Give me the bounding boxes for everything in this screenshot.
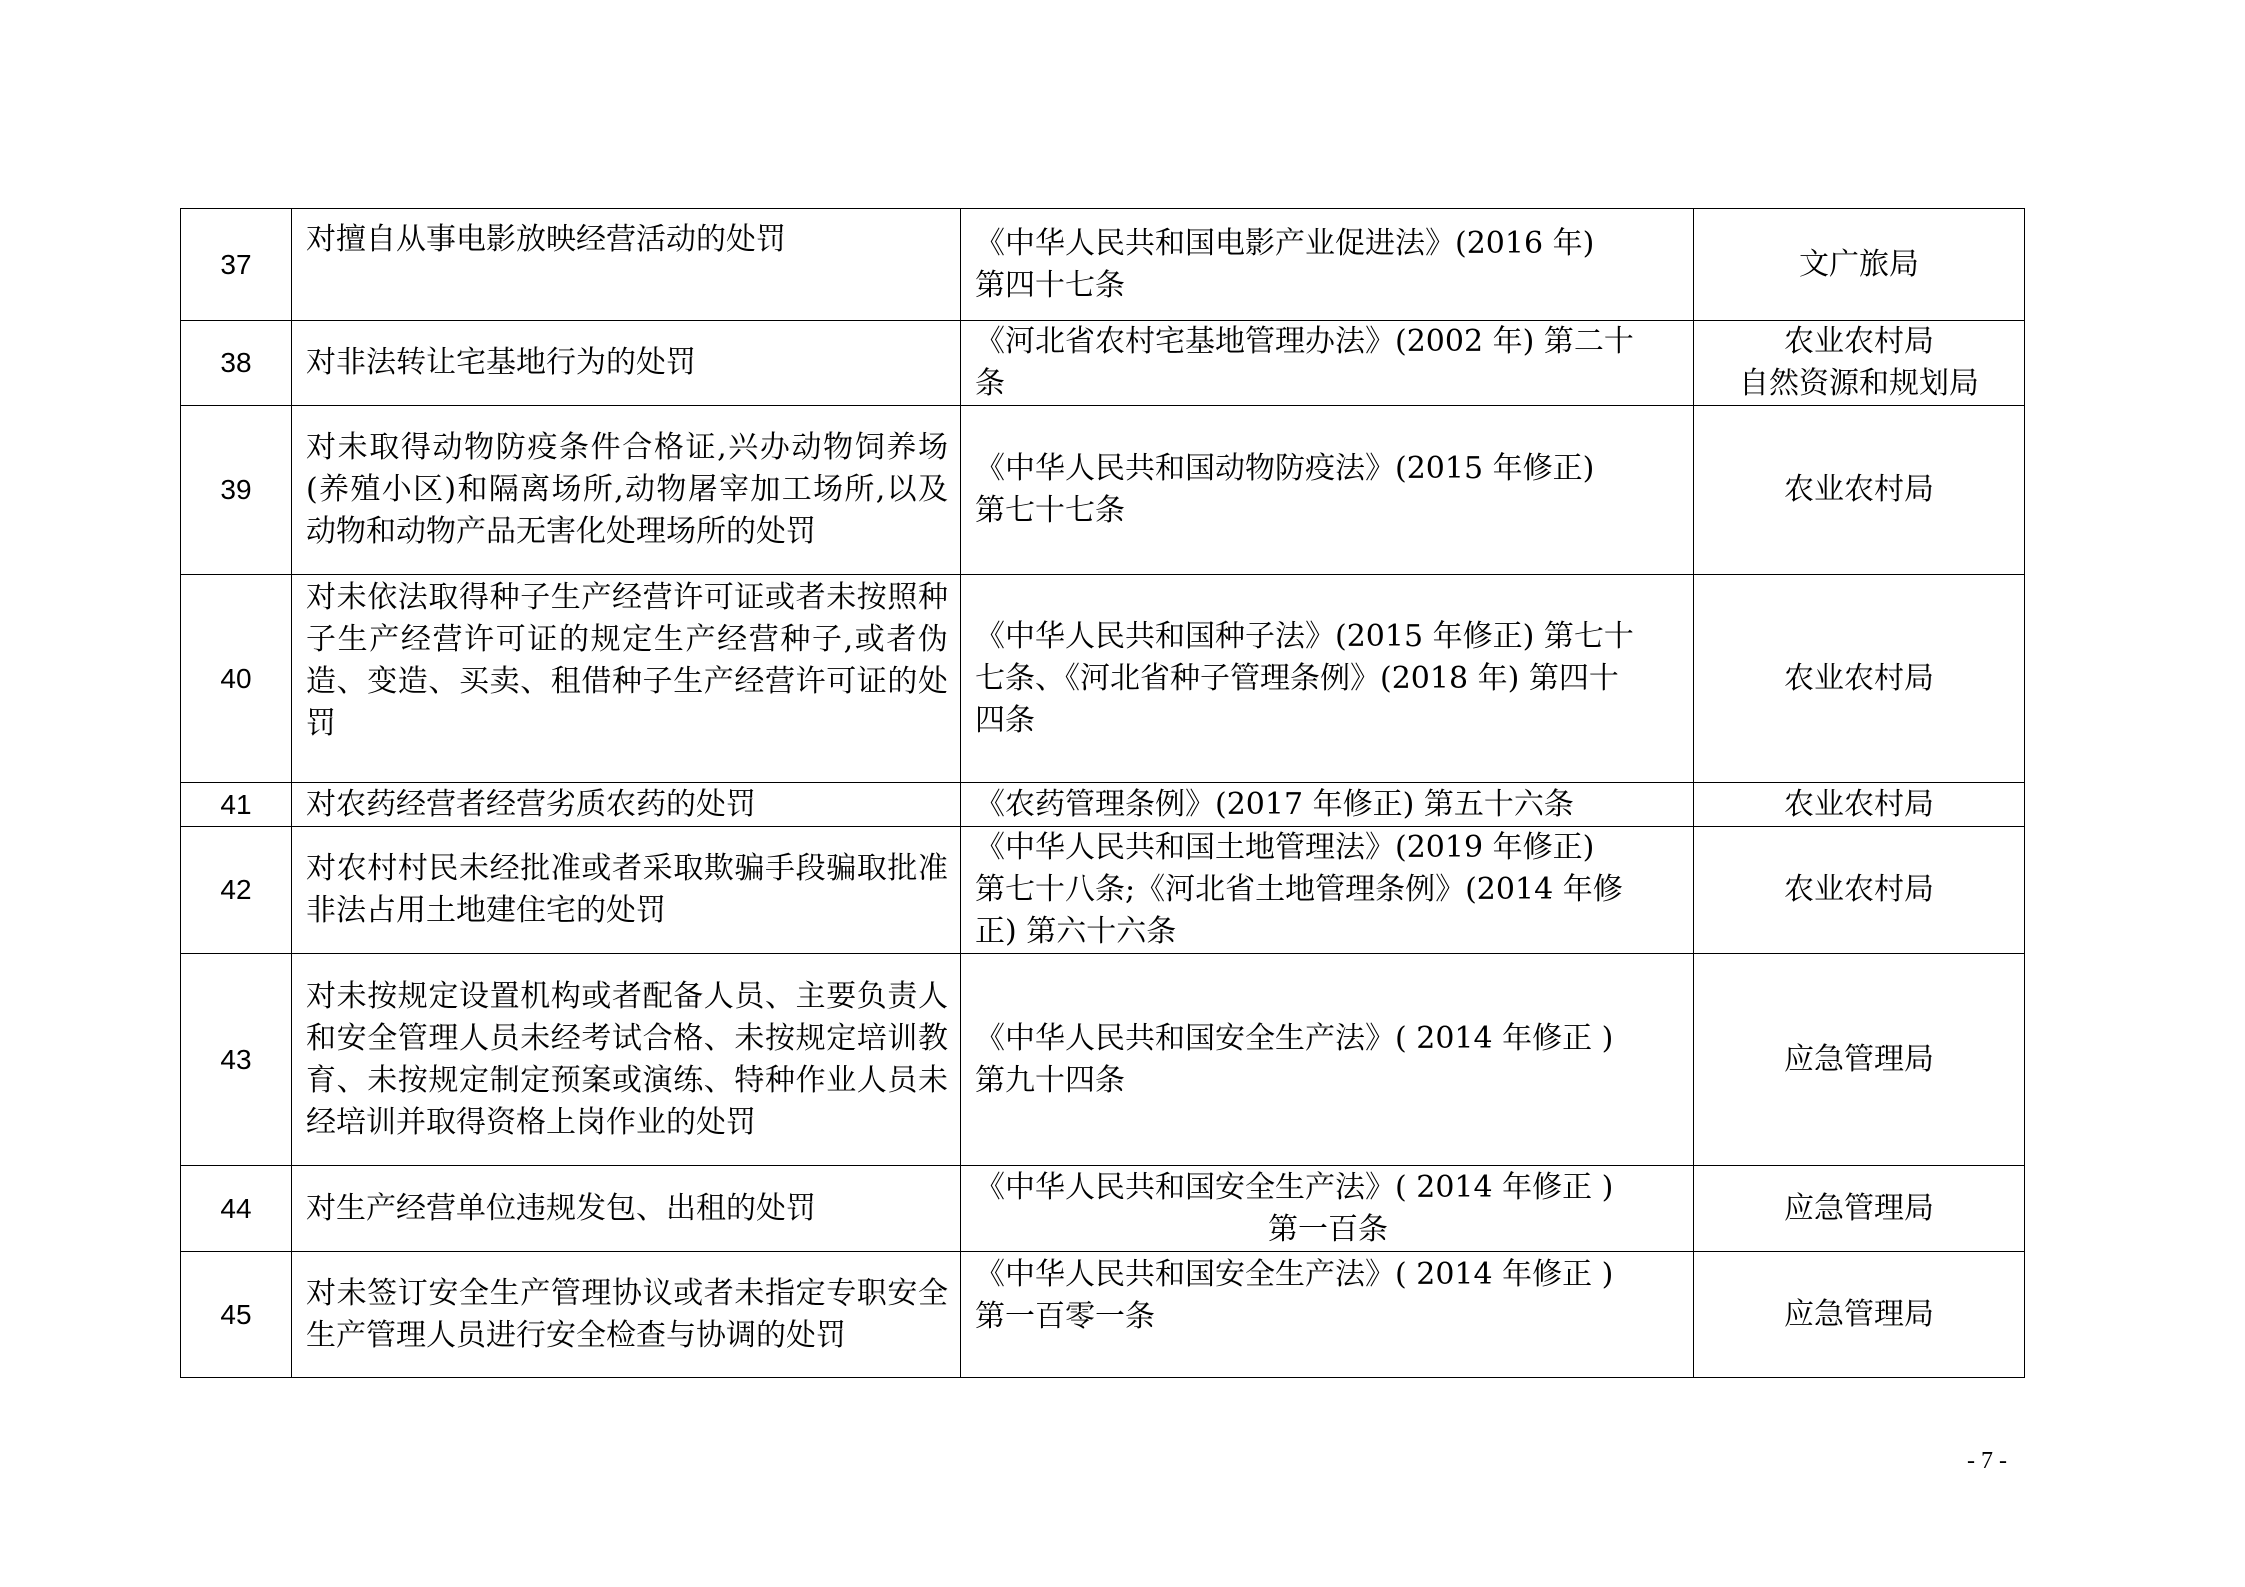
penalty-item: 对未按规定设置机构或者配备人员、主要负责人和安全管理人员未经考试合格、未按规定培训教育、未按规定制定预案或演练、特种作业人员未经培训并取得资格上岗作业的处罚 xyxy=(292,954,961,1166)
department-line: 应急管理局 xyxy=(1784,1296,1934,1332)
legal-basis-line: 《中华人民共和国安全生产法》( 2014 年修正 ) xyxy=(975,1169,1614,1205)
row-number: 38 xyxy=(181,321,292,406)
legal-basis xyxy=(961,321,1694,406)
legal-basis xyxy=(961,406,1694,575)
penalty-item: 对农药经营者经营劣质农药的处罚 xyxy=(292,783,961,827)
department xyxy=(1694,954,2025,1166)
row-number: 42 xyxy=(181,827,292,954)
table-row xyxy=(181,209,2025,321)
table-row xyxy=(181,1166,2025,1252)
row-number: 43 xyxy=(181,954,292,1166)
legal-basis-line: 《中华人民共和国安全生产法》( 2014 年修正 ) xyxy=(975,1020,1614,1056)
department-line: 农业农村局 xyxy=(1784,472,1934,507)
department xyxy=(1694,406,2025,575)
legal-basis-line: 《河北省农村宅基地管理办法》(2002 年) 第二十 xyxy=(975,324,1634,359)
legal-basis-line: 第四十七条 xyxy=(975,267,1125,303)
department xyxy=(1694,783,2025,827)
department xyxy=(1694,209,2025,321)
penalty-item: 对未签订安全生产管理协议或者未指定专职安全生产管理人员进行安全检查与协调的处罚 xyxy=(292,1252,961,1378)
legal-basis xyxy=(961,1252,1694,1378)
legal-basis-line: 正) 第六十六条 xyxy=(975,914,1177,949)
legal-basis-line: 《中华人民共和国电影产业促进法》(2016 年) xyxy=(975,225,1595,261)
legal-basis-line: 《中华人民共和国动物防疫法》(2015 年修正) xyxy=(975,451,1595,486)
legal-basis-line: 第一百零一条 xyxy=(975,1299,1155,1334)
table-row xyxy=(181,406,2025,575)
department-line: 农业农村局 xyxy=(1784,872,1934,907)
penalty-items-table xyxy=(180,208,2025,1378)
department-line: 农业农村局 xyxy=(1784,786,1934,822)
legal-basis-line: 七条、《河北省种子管理条例》(2018 年) 第四十 xyxy=(975,660,1619,696)
table-row xyxy=(181,954,2025,1166)
legal-basis-line: 《农药管理条例》(2017 年修正) 第五十六条 xyxy=(975,786,1574,822)
table-row xyxy=(181,783,2025,827)
department xyxy=(1694,827,2025,954)
legal-basis xyxy=(961,575,1694,783)
penalty-item: 对擅自从事电影放映经营活动的处罚 xyxy=(292,209,961,321)
legal-basis xyxy=(961,1166,1694,1252)
table-row xyxy=(181,1252,2025,1378)
row-number: 45 xyxy=(181,1252,292,1378)
legal-basis-line: 第九十四条 xyxy=(975,1062,1125,1098)
legal-basis-line: 《中华人民共和国安全生产法》( 2014 年修正 ) xyxy=(975,1257,1614,1292)
row-number: 39 xyxy=(181,406,292,575)
legal-basis xyxy=(961,954,1694,1166)
penalty-item: 对生产经营单位违规发包、出租的处罚 xyxy=(292,1166,961,1252)
department-line: 应急管理局 xyxy=(1784,1041,1934,1077)
table-row xyxy=(181,321,2025,406)
penalty-item: 对未依法取得种子生产经营许可证或者未按照种子生产经营许可证的规定生产经营种子,或者伪造、变造、买卖、租借种子生产经营许可证的处罚 xyxy=(292,575,961,783)
row-number: 41 xyxy=(181,783,292,827)
department xyxy=(1694,1252,2025,1378)
legal-basis xyxy=(961,827,1694,954)
department xyxy=(1694,1166,2025,1252)
page-number: - 7 - xyxy=(1967,1448,2007,1474)
department-line: 农业农村局 xyxy=(1784,660,1934,696)
legal-basis-line: 《中华人民共和国土地管理法》(2019 年修正) xyxy=(975,830,1595,865)
legal-basis-line: 四条 xyxy=(975,702,1035,738)
legal-basis xyxy=(961,783,1694,827)
row-number: 40 xyxy=(181,575,292,783)
penalty-item: 对未取得动物防疫条件合格证,兴办动物饲养场(养殖小区)和隔离场所,动物屠宰加工场所,以及动物和动物产品无害化处理场所的处罚 xyxy=(292,406,961,575)
legal-basis xyxy=(961,209,1694,321)
table-row xyxy=(181,827,2025,954)
row-number: 37 xyxy=(181,209,292,321)
legal-basis-line: 《中华人民共和国种子法》(2015 年修正) 第七十 xyxy=(975,618,1634,654)
penalty-item: 对农村村民未经批准或者采取欺骗手段骗取批准非法占用土地建住宅的处罚 xyxy=(292,827,961,954)
penalty-item: 对非法转让宅基地行为的处罚 xyxy=(292,321,961,406)
legal-basis-line: 第七十七条 xyxy=(975,493,1125,528)
legal-basis-line: 第七十八条;《河北省土地管理条例》(2014 年修 xyxy=(975,872,1623,907)
row-number: 44 xyxy=(181,1166,292,1252)
legal-basis-line: 第一百条 xyxy=(1268,1211,1388,1247)
department xyxy=(1694,575,2025,783)
department-line: 自然资源和规划局 xyxy=(1739,366,1979,401)
department-line: 应急管理局 xyxy=(1784,1190,1934,1226)
department xyxy=(1694,321,2025,406)
table-row xyxy=(181,575,2025,783)
department-line: 农业农村局 xyxy=(1784,324,1934,359)
legal-basis-line: 条 xyxy=(975,366,1005,401)
department-line: 文广旅局 xyxy=(1799,246,1919,282)
